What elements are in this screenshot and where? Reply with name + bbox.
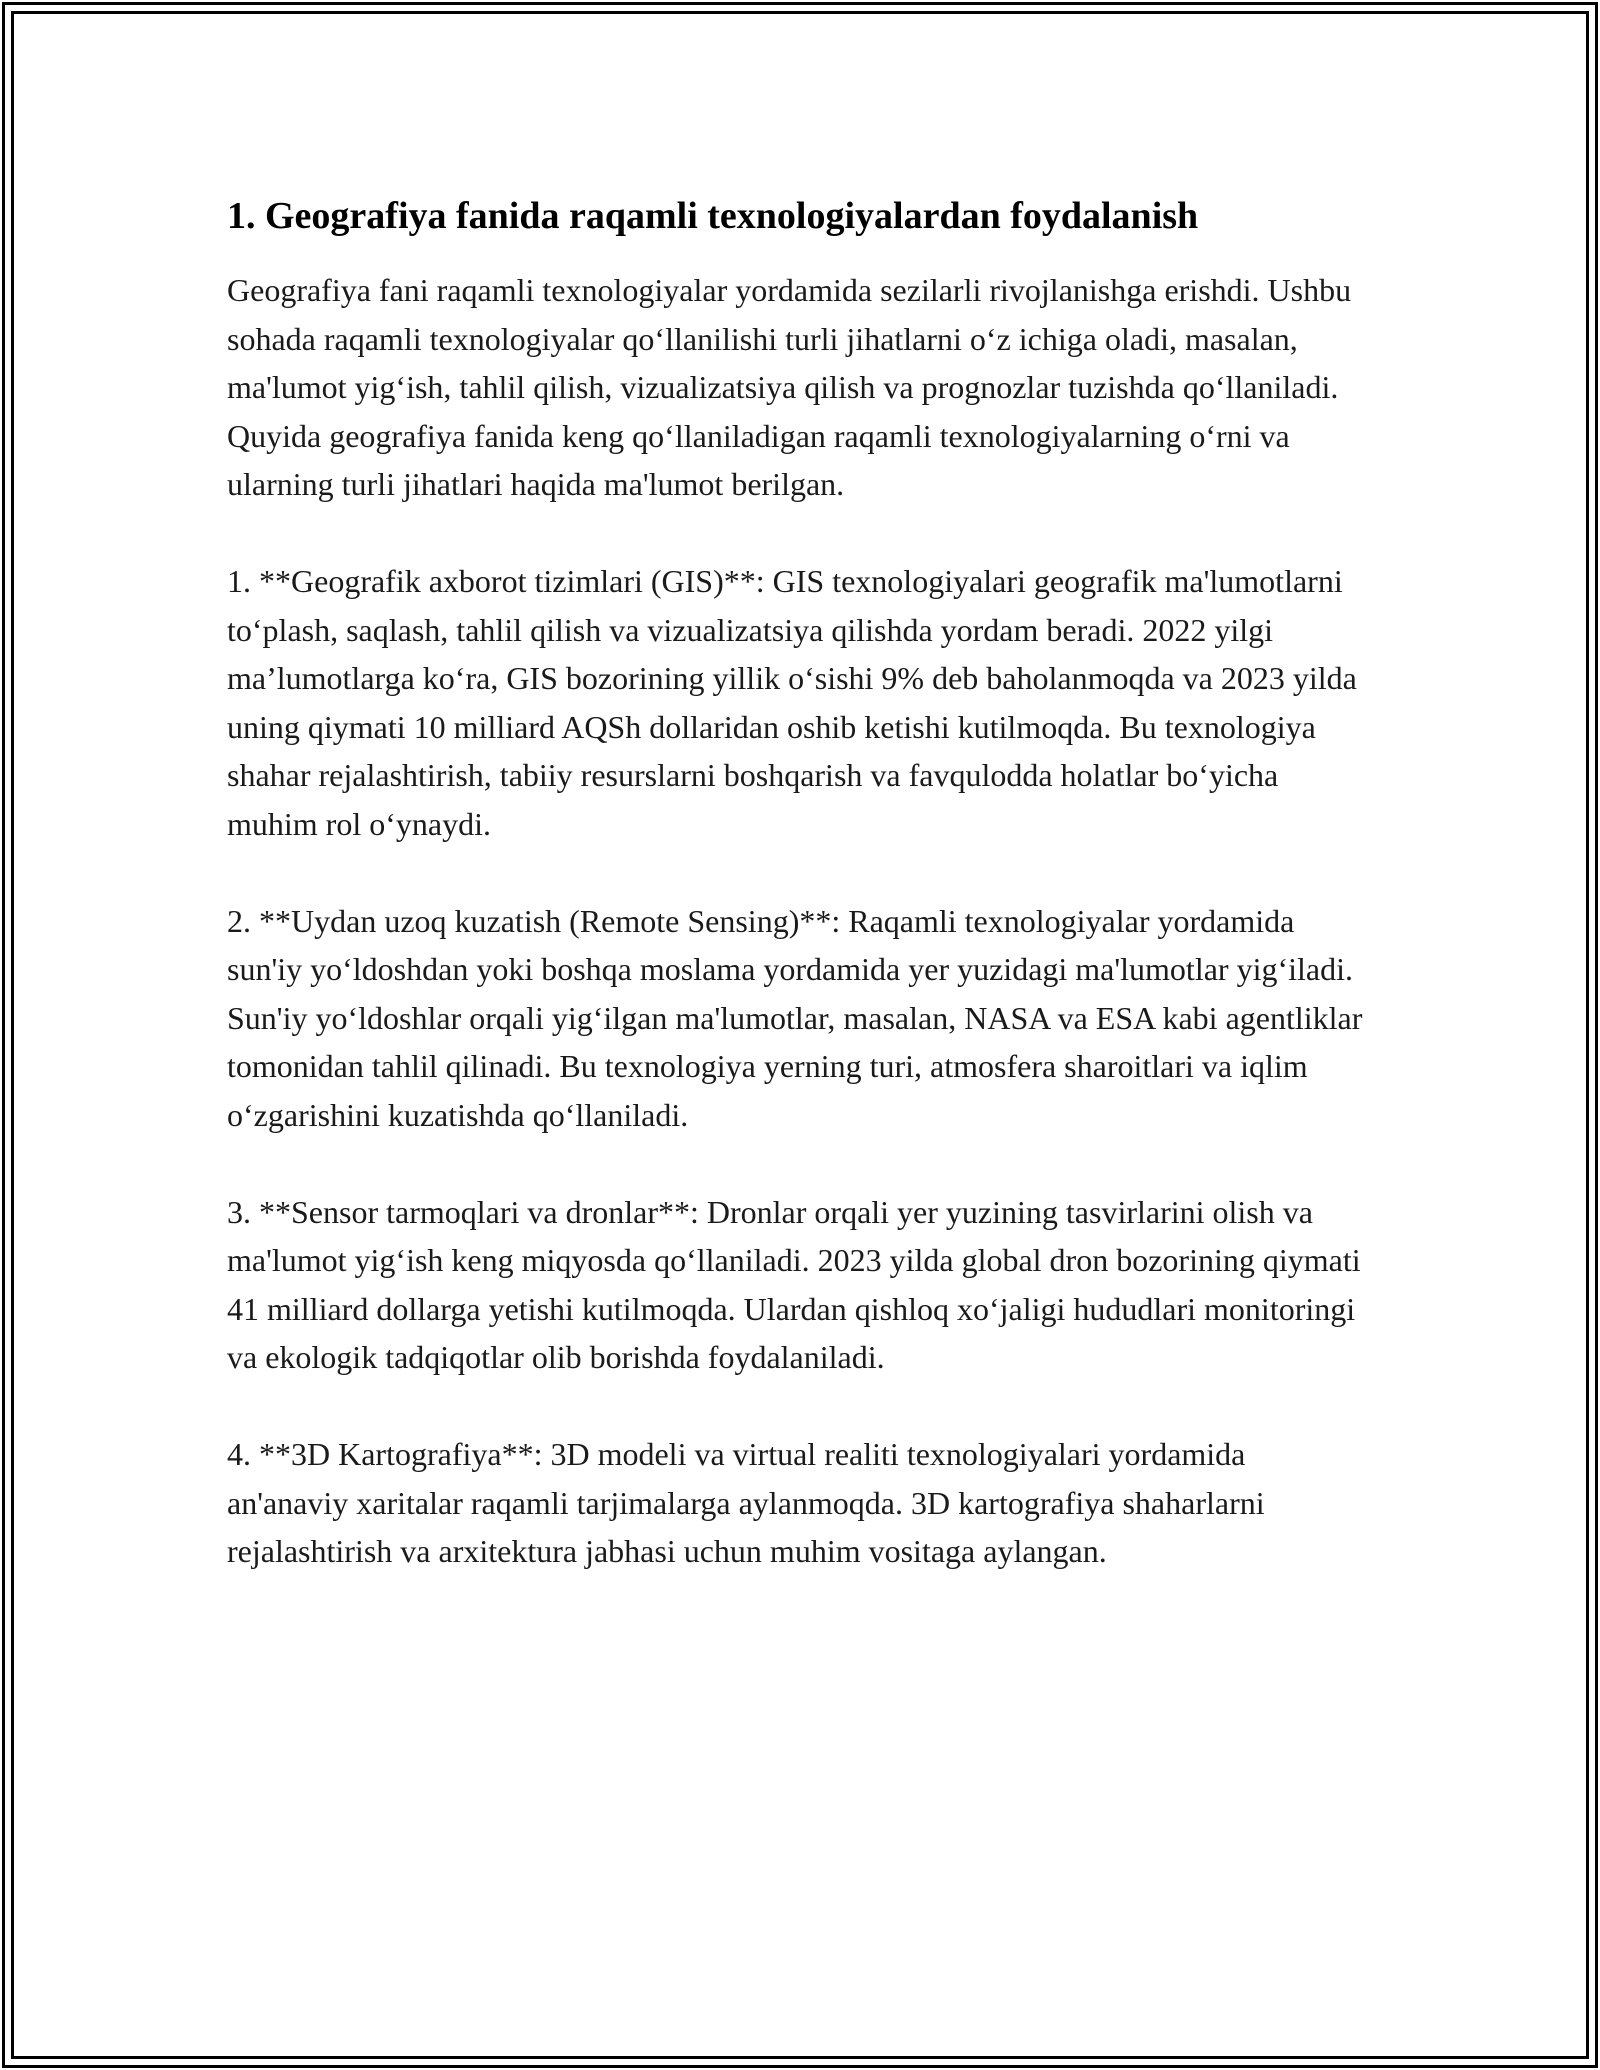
- list-item-sensors-drones: 3. **Sensor tarmoqlari va dronlar**: Dronlar orqali yer yuzining tasvirlarini olish va ma'lumot yig‘ish keng miqyosda qo‘llaniladi. 2023 yilda global dron bozorining qiymati 41 milliard dollarga yetishi kutilmoqda. Ulardan qishloq xo‘jaligi hududlari monitoringi va ekologik tadqiqotlar olib borishda foydalaniladi.: [227, 1193, 1361, 1375]
- list-item-remote-sensing: 2. **Uydan uzoq kuzatish (Remote Sensing)**: Raqamli texnologiyalar yordamida sun'iy yo‘ldoshdan yoki boshqa moslama yordamida yer yuzidagi ma'lumotlar yig‘iladi. Sun'iy yo‘ldoshlar orqali yig‘ilgan ma'lumotlar, masalan, NASA va ESA kabi agentliklar tomonidan tahlil qilinadi. Bu texnologiya yerning turi, atmosfera sharoitlari va iqlim o‘zgarishini kuzatishda qo‘llaniladi.: [227, 902, 1363, 1133]
- document-title: 1. Geografiya fanida raqamli texnologiyalardan foydalanish: [227, 195, 1199, 237]
- list-item-gis: 1. **Geografik axborot tizimlari (GIS)**: GIS texnologiyalari geografik ma'lumotlarni to‘plash, saqlash, tahlil qilish va vizualizatsiya qilishda yordam beradi. 2022 yilgi ma’lumotlarga ko‘ra, GIS bozorining yillik o‘sishi 9% deb baholanmoqda va 2023 yilda uning qiymati 10 milliard AQSh dollaridan oshib ketishi kutilmoqda. Bu texnologiya shahar rejalashtirish, tabiiy resurslarni boshqarish va favqulodda holatlar bo‘yicha muhim rol o‘ynaydi.: [227, 563, 1357, 842]
- list-item-3d-cartography: 4. **3D Kartografiya**: 3D modeli va virtual realiti texnologiyalari yordamida an'anaviy xaritalar raqamli tarjimalarga aylanmoqda. 3D kartografiya shaharlarni rejalashtirish va arxitektura jabhasi uchun muhim vositaga aylangan.: [227, 1436, 1265, 1569]
- intro-paragraph: Geografiya fani raqamli texnologiyalar yordamida sezilarli rivojlanishga erishdi. Ushbu sohada raqamli texnologiyalar qo‘llanilishi turli jihatlarni o‘z ichiga oladi, masalan, ma'lumot yig‘ish, tahlil qilish, vizualizatsiya qilish va prognozlar tuzishda qo‘llaniladi. Quyida geografiya fanida keng qo‘llaniladigan raqamli texnologiyalarning o‘rni va ularning turli jihatlari haqida ma'lumot berilgan.: [227, 272, 1352, 502]
- document-body: [227, 180, 1367, 1624]
